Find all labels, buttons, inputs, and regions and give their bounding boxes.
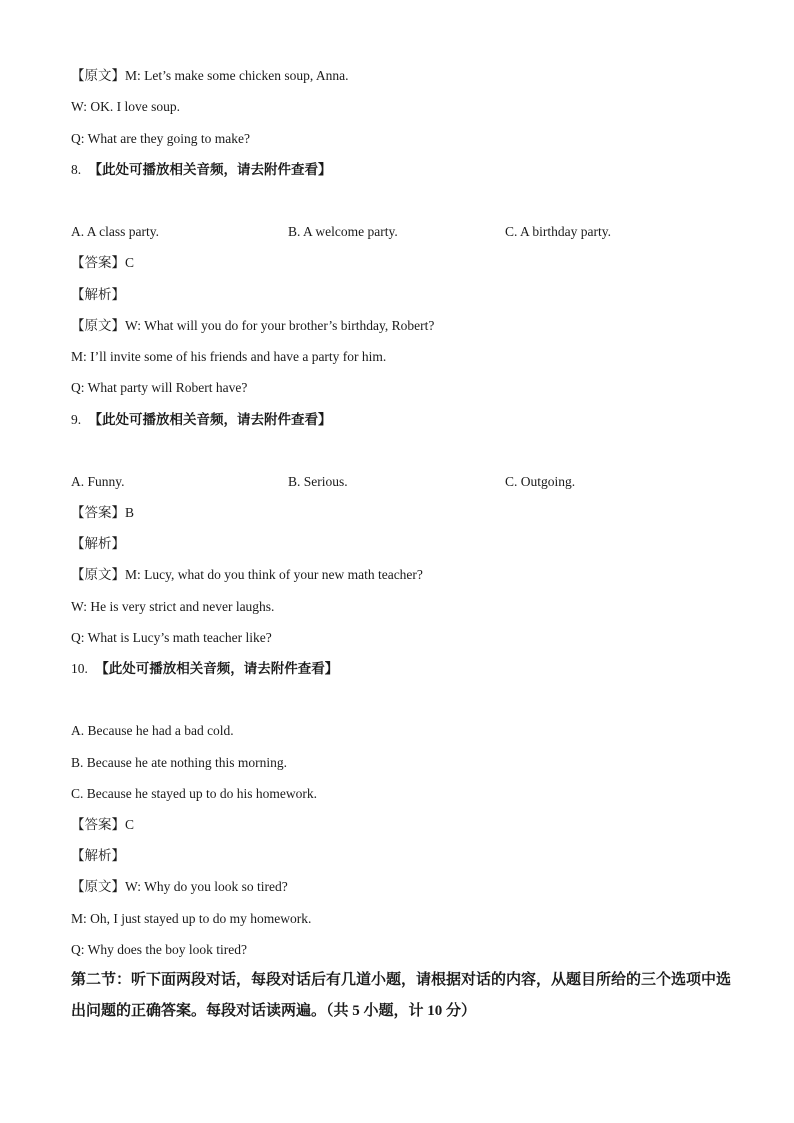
q9-analysis-label: 【解析】 [71,536,125,551]
q9-answer: 【答案】B [71,505,135,520]
q9-number: 9. [71,412,82,427]
q7-original-line: 【原文】M: Let’s make some chicken soup, Anna. [71,68,349,83]
section2-instructions: 第二节：听下面两段对话，每段对话后有几道小题，请根据对话的内容，从题目所给的三个选项中选出问题的正确答案。每段对话读两遍。（共 5 小题，计 10 分） [71,972,732,1019]
q8-option-b: B. A welcome party. [288,224,398,239]
q10-header [71,661,338,677]
q7-w-line: W: OK. I love soup. [71,99,180,114]
q8-option-c: C. A birthday party. [505,224,611,239]
q8-original-line: 【原文】W: What will you do for your brother’s birthday, Robert? [71,318,435,333]
q10-option-c: C. Because he stayed up to do his homework. [71,786,317,801]
q8-header [71,162,332,178]
q7-question-line: Q: What are they going to make? [71,131,250,146]
q10-answer: 【答案】C [71,817,135,832]
q9-original-line: 【原文】M: Lucy, what do you think of your new math teacher? [71,567,423,582]
q8-option-a: A. A class party. [71,224,159,239]
q10-audio-prompt: 【此处可播放相关音频，请去附件查看】 [95,661,339,676]
q9-option-c: C. Outgoing. [505,474,576,489]
q9-header [71,412,332,428]
q8-m-line: M: I’ll invite some of his friends and have a party for him. [71,349,387,364]
q10-m-line: M: Oh, I just stayed up to do my homework. [71,911,312,926]
q10-option-b: B. Because he ate nothing this morning. [71,755,287,770]
q10-number: 10. [71,661,88,676]
q8-question-line: Q: What party will Robert have? [71,380,248,395]
q10-original-line: 【原文】W: Why do you look so tired? [71,879,288,894]
q8-analysis-label: 【解析】 [71,287,125,302]
q9-audio-prompt: 【此处可播放相关音频，请去附件查看】 [88,412,332,427]
q10-option-a: A. Because he had a bad cold. [71,723,234,738]
q9-w-line: W: He is very strict and never laughs. [71,599,275,614]
q10-question-line: Q: Why does the boy look tired? [71,942,247,957]
q8-number: 8. [71,162,82,177]
q9-question-line: Q: What is Lucy’s math teacher like? [71,630,272,645]
q8-answer: 【答案】C [71,255,135,270]
q8-audio-prompt: 【此处可播放相关音频，请去附件查看】 [88,162,332,177]
q9-option-a: A. Funny. [71,474,125,489]
q9-option-b: B. Serious. [288,474,348,489]
q10-analysis-label: 【解析】 [71,848,125,863]
